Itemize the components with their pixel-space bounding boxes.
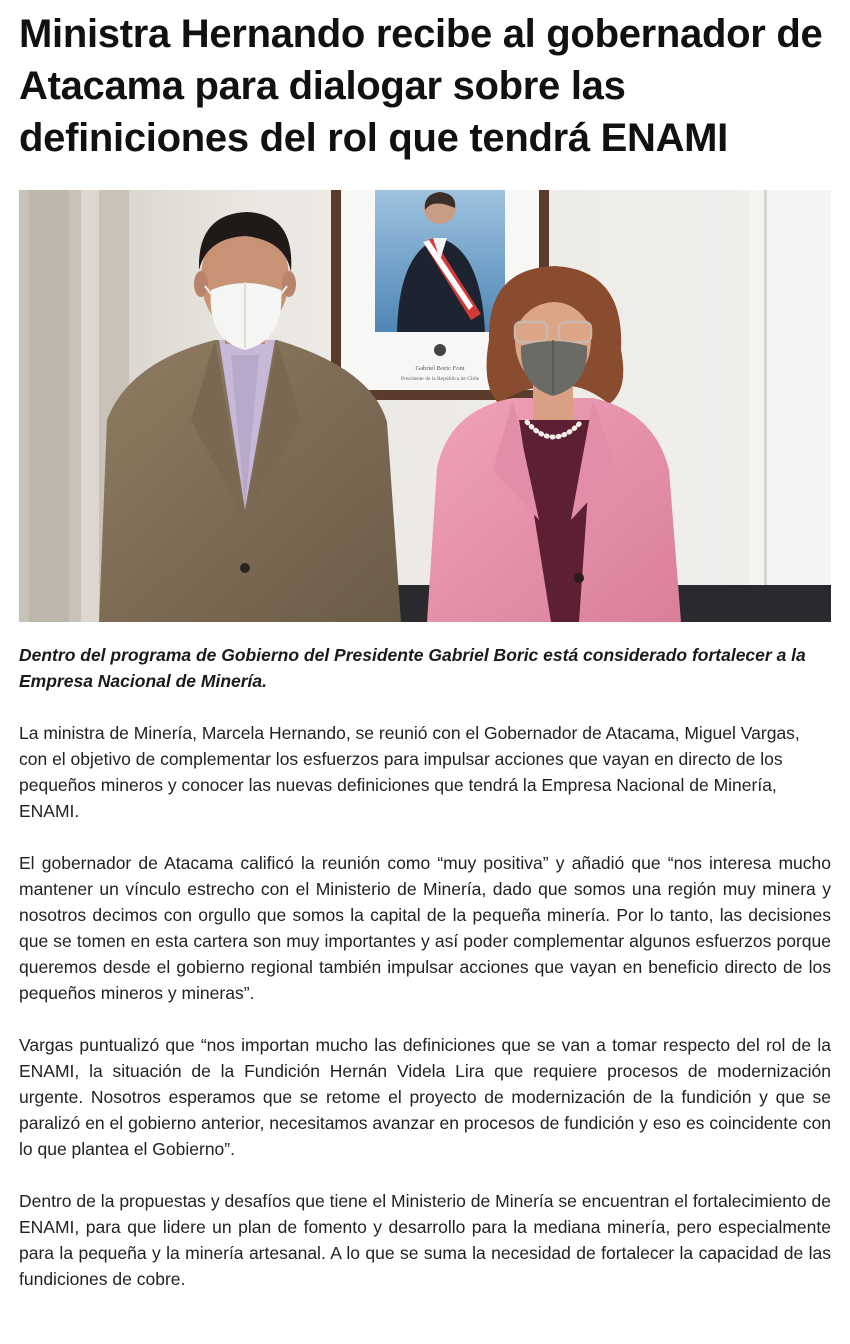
portrait-caption-title: Presidente de la República de Chile (400, 376, 480, 382)
article-paragraph: La ministra de Minería, Marcela Hernando, se reunió con el Gobernador de Atacama, Miguel Vargas, con el objetivo de complementar los esfuerzos para impulsar acciones que vayan en directo de los pequeños mineros y conocer las nuevas definiciones que tendrá la Empresa Nacional de Minería, ENAMI. (19, 723, 800, 821)
article-lead: Dentro del programa de Gobierno del Presidente Gabriel Boric está considerado fortalecer a la Empresa Nacional de Minería. (19, 645, 806, 691)
photo-illustration (19, 190, 831, 622)
article-paragraph: El gobernador de Atacama calificó la reunión como “muy positiva” y añadió que “nos interesa mucho mantener un vínculo estrecho con el Ministerio de Minería, dado que somos una región muy minera y nosotros decimos con orgullo que somos la capital de la pequeña minería. Por lo tanto, las decisiones que se tomen en esta cartera son muy importantes y así poder complementar algunos esfuerzos porque queremos desde el gobierno regional también impulsar acciones que vayan en beneficio directo de los pequeños mineros y mineras”. (19, 853, 831, 1003)
article-photo (19, 190, 831, 622)
article-paragraph: Vargas puntualizó que “nos importan mucho las definiciones que se van a tomar respecto del rol de la ENAMI, la situación de la Fundición Hernán Videla Lira que requiere procesos de modernización urgente. Nosotros esperamos que se retome el proyecto de modernización de la fundición y que se paralizó en el gobierno anterior, necesitamos avanzar en procesos de fundición y eso es coincidente con lo que plantea el Gobierno”. (19, 1035, 831, 1159)
article (0, 8, 850, 1344)
article-paragraph: Dentro de la propuestas y desafíos que tiene el Ministerio de Minería se encuentran el fortalecimiento de ENAMI, para que lidere un plan de fomento y desarrollo para la mediana minería, pero especialmente para la pequeña y la minería artesanal. A lo que se suma la necesidad de fortalecer la capacidad de las fundiciones de cobre. (19, 1191, 831, 1289)
portrait-caption-name: Gabriel Boric Font (415, 365, 465, 372)
article-headline: Ministra Hernando recibe al gobernador de Atacama para dialogar sobre las definiciones del rol que tendrá ENAMI (19, 12, 823, 160)
